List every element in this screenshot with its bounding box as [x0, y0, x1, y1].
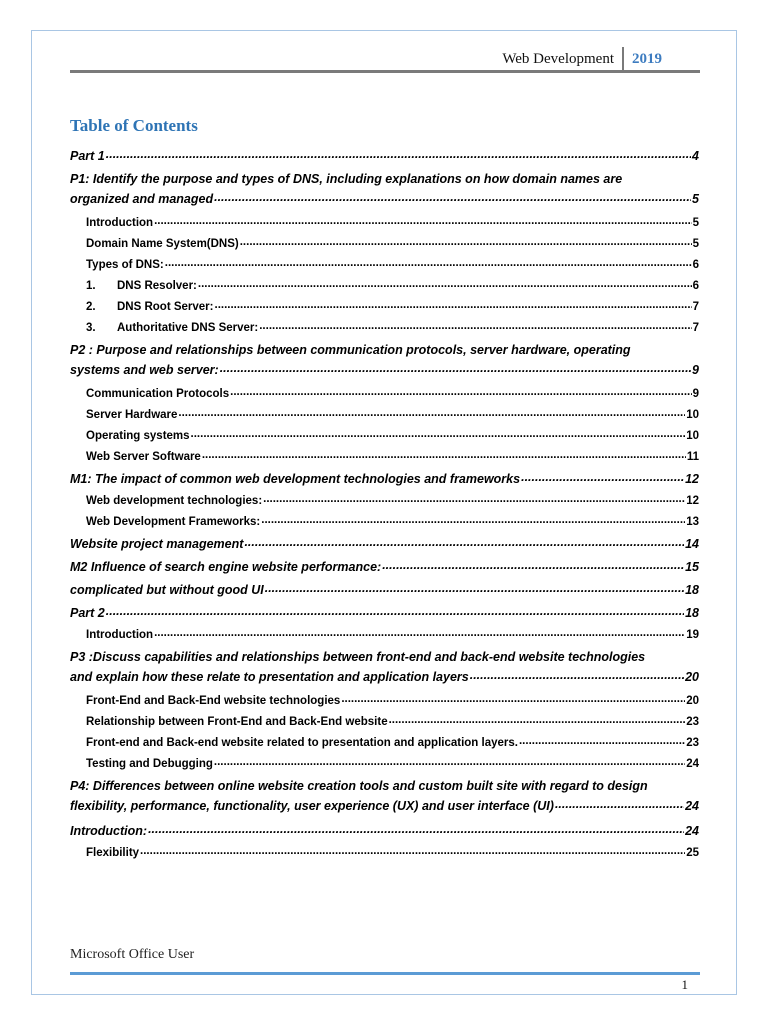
- toc-dot-leader: [191, 428, 686, 440]
- toc-entry-text-line2: [70, 188, 699, 208]
- table-of-contents: [70, 147, 699, 866]
- toc-entry-text: Operating systems: [86, 430, 190, 442]
- toc-entry[interactable]: [70, 341, 699, 379]
- toc-page-number: 18: [685, 583, 699, 597]
- toc-dot-leader: [154, 627, 685, 639]
- toc-entry-text: Domain Name System(DNS): [86, 238, 239, 250]
- toc-page-number: 24: [685, 799, 699, 813]
- toc-dot-leader: [263, 493, 685, 505]
- toc-page-number: 23: [686, 737, 699, 749]
- toc-entry[interactable]: [70, 558, 699, 574]
- toc-entry[interactable]: [70, 535, 699, 551]
- toc-entry-text: organized and managed: [70, 192, 214, 206]
- toc-page-number: 5: [692, 217, 699, 229]
- toc-page-number: 9: [692, 363, 699, 377]
- toc-entry-text: Web Server Software: [86, 451, 201, 463]
- toc-entry-text-line1: P4: Differences between online website creation tools and custom built site with regard to design: [70, 779, 648, 793]
- toc-page-number: 9: [692, 388, 699, 400]
- toc-entry-number: 1.: [86, 280, 96, 292]
- toc-page-number: 23: [686, 716, 699, 728]
- toc-entry[interactable]: [70, 386, 699, 400]
- toc-dot-leader: [259, 320, 691, 332]
- toc-entry-number: 3.: [86, 322, 96, 334]
- header-title: Web Development: [502, 51, 614, 67]
- toc-dot-leader: [165, 257, 692, 269]
- toc-page-number: 13: [686, 516, 699, 528]
- toc-entry-text: Types of DNS:: [86, 259, 164, 271]
- toc-entry-text: Authoritative DNS Server:: [117, 322, 259, 334]
- toc-entry-text: Front-end and Back-end website related to presentation and application layers.: [86, 737, 518, 749]
- toc-page-number: 11: [686, 451, 699, 463]
- toc-entry[interactable]: [70, 604, 699, 620]
- toc-entry-text-line2: [70, 666, 699, 686]
- toc-page-number: 19: [686, 629, 699, 641]
- toc-dot-leader: [215, 299, 692, 311]
- header-divider: [622, 47, 624, 72]
- toc-entry[interactable]: [70, 756, 699, 770]
- toc-entry[interactable]: [70, 278, 699, 292]
- toc-dot-leader: [154, 215, 692, 227]
- header-year: 2019: [632, 51, 662, 67]
- toc-entry-text: complicated but without good UI: [70, 583, 264, 597]
- toc-dot-leader: [382, 558, 684, 572]
- toc-entry[interactable]: [70, 627, 699, 641]
- toc-entry[interactable]: [70, 777, 699, 815]
- toc-dot-leader: [341, 693, 685, 705]
- toc-entry[interactable]: [70, 147, 699, 163]
- toc-dot-leader: [220, 359, 691, 377]
- toc-entry[interactable]: [70, 428, 699, 442]
- toc-entry-text: Website project management: [70, 537, 244, 551]
- page-number: 1: [681, 977, 688, 992]
- toc-page-number: 5: [692, 238, 699, 250]
- toc-dot-leader: [106, 147, 691, 161]
- toc-entry[interactable]: [70, 648, 699, 686]
- toc-entry[interactable]: [70, 581, 699, 597]
- toc-entry-text: and explain how these relate to presentation and application layers: [70, 670, 469, 684]
- toc-entry-text-line2: [70, 359, 699, 379]
- footer-author: Microsoft Office User: [70, 947, 195, 962]
- toc-page-number: 20: [685, 670, 699, 684]
- toc-dot-leader: [202, 449, 686, 461]
- toc-entry-text: systems and web server:: [70, 363, 219, 377]
- toc-entry[interactable]: [70, 493, 699, 507]
- toc-entry-text: Part 2: [70, 606, 105, 620]
- toc-entry[interactable]: [70, 407, 699, 421]
- toc-entry-text-line1: P3 :Discuss capabilities and relationships between front-end and back-end website technologies: [70, 650, 646, 664]
- toc-dot-leader: [214, 756, 685, 768]
- toc-title: Table of Contents: [70, 116, 198, 135]
- toc-entry[interactable]: [70, 257, 699, 271]
- toc-page-number: 18: [685, 606, 699, 620]
- toc-entry-number: 2.: [86, 301, 96, 313]
- toc-entry[interactable]: [70, 449, 699, 463]
- toc-entry[interactable]: [70, 215, 699, 229]
- toc-page-number: 6: [692, 259, 699, 271]
- toc-page-number: 20: [686, 695, 699, 707]
- toc-entry[interactable]: [70, 514, 699, 528]
- toc-page-number: 5: [692, 192, 699, 206]
- toc-entry[interactable]: [70, 320, 699, 334]
- toc-entry[interactable]: [70, 822, 699, 838]
- toc-entry-text: Flexibility: [86, 847, 140, 859]
- toc-page-number: 7: [692, 322, 699, 334]
- toc-dot-leader: [470, 666, 684, 684]
- toc-page-number: 12: [686, 495, 699, 507]
- toc-entry[interactable]: [70, 170, 699, 208]
- header-rule: [70, 70, 700, 73]
- toc-entry-text: Testing and Debugging: [86, 758, 213, 770]
- toc-entry[interactable]: [70, 299, 699, 313]
- toc-entry[interactable]: [70, 470, 699, 486]
- toc-dot-leader: [148, 822, 684, 836]
- toc-dot-leader: [230, 386, 691, 398]
- toc-entry-text-line2: [70, 795, 699, 815]
- toc-entry-text-line1: P2 : Purpose and relationships between communication protocols, server hardware, operating: [70, 343, 631, 357]
- toc-page-number: 10: [686, 430, 699, 442]
- toc-page-number: 4: [692, 149, 699, 163]
- document-page: [31, 30, 737, 995]
- toc-page-number: 15: [685, 560, 699, 574]
- toc-entry-text: M1: The impact of common web development technologies and frameworks: [70, 472, 521, 486]
- toc-dot-leader: [521, 470, 684, 484]
- toc-page-number: 24: [685, 824, 699, 838]
- toc-dot-leader: [178, 407, 685, 419]
- toc-entry-text: Communication Protocols: [86, 388, 230, 400]
- toc-page-number: 12: [685, 472, 699, 486]
- toc-page-number: 25: [686, 847, 699, 859]
- toc-entry-text: Web development technologies:: [86, 495, 263, 507]
- footer-rule: [70, 972, 700, 975]
- toc-entry-text: Relationship between Front-End and Back-End website: [86, 716, 388, 728]
- toc-entry-text: Introduction: [86, 629, 154, 641]
- toc-entry[interactable]: [70, 845, 699, 859]
- toc-dot-leader: [240, 236, 692, 248]
- toc-page-number: 24: [686, 758, 699, 770]
- toc-entry[interactable]: [70, 735, 699, 749]
- toc-dot-leader: [261, 514, 685, 526]
- toc-entry-text: Introduction: [86, 217, 154, 229]
- toc-page-number: 10: [686, 409, 699, 421]
- toc-dot-leader: [244, 535, 684, 549]
- toc-entry[interactable]: [70, 693, 699, 707]
- toc-dot-leader: [555, 795, 684, 813]
- toc-entry[interactable]: [70, 236, 699, 250]
- toc-dot-leader: [389, 714, 686, 726]
- toc-entry-text: DNS Resolver:: [117, 280, 197, 292]
- toc-entry[interactable]: [70, 714, 699, 728]
- toc-entry-text: Web Development Frameworks:: [86, 516, 261, 528]
- toc-entry-text: Front-End and Back-End website technologies: [86, 695, 341, 707]
- toc-page-number: 6: [692, 280, 699, 292]
- toc-dot-leader: [519, 735, 685, 747]
- toc-entry-text: Part 1: [70, 149, 105, 163]
- toc-page-number: 7: [692, 301, 699, 313]
- toc-entry-text: M2 Influence of search engine website performance:: [70, 560, 382, 574]
- toc-entry-text: Introduction:: [70, 824, 148, 838]
- toc-dot-leader: [214, 188, 691, 206]
- toc-entry-text-line1: P1: Identify the purpose and types of DNS, including explanations on how domain names are: [70, 172, 623, 186]
- toc-entry-text: DNS Root Server:: [117, 301, 214, 313]
- toc-dot-leader: [198, 278, 692, 290]
- toc-entry-text: Server Hardware: [86, 409, 178, 421]
- toc-entry-text: flexibility, performance, functionality, user experience (UX) and user interface (UI): [70, 799, 554, 813]
- toc-page-number: 14: [685, 537, 699, 551]
- toc-dot-leader: [265, 581, 684, 595]
- toc-dot-leader: [140, 845, 685, 857]
- toc-dot-leader: [106, 604, 684, 618]
